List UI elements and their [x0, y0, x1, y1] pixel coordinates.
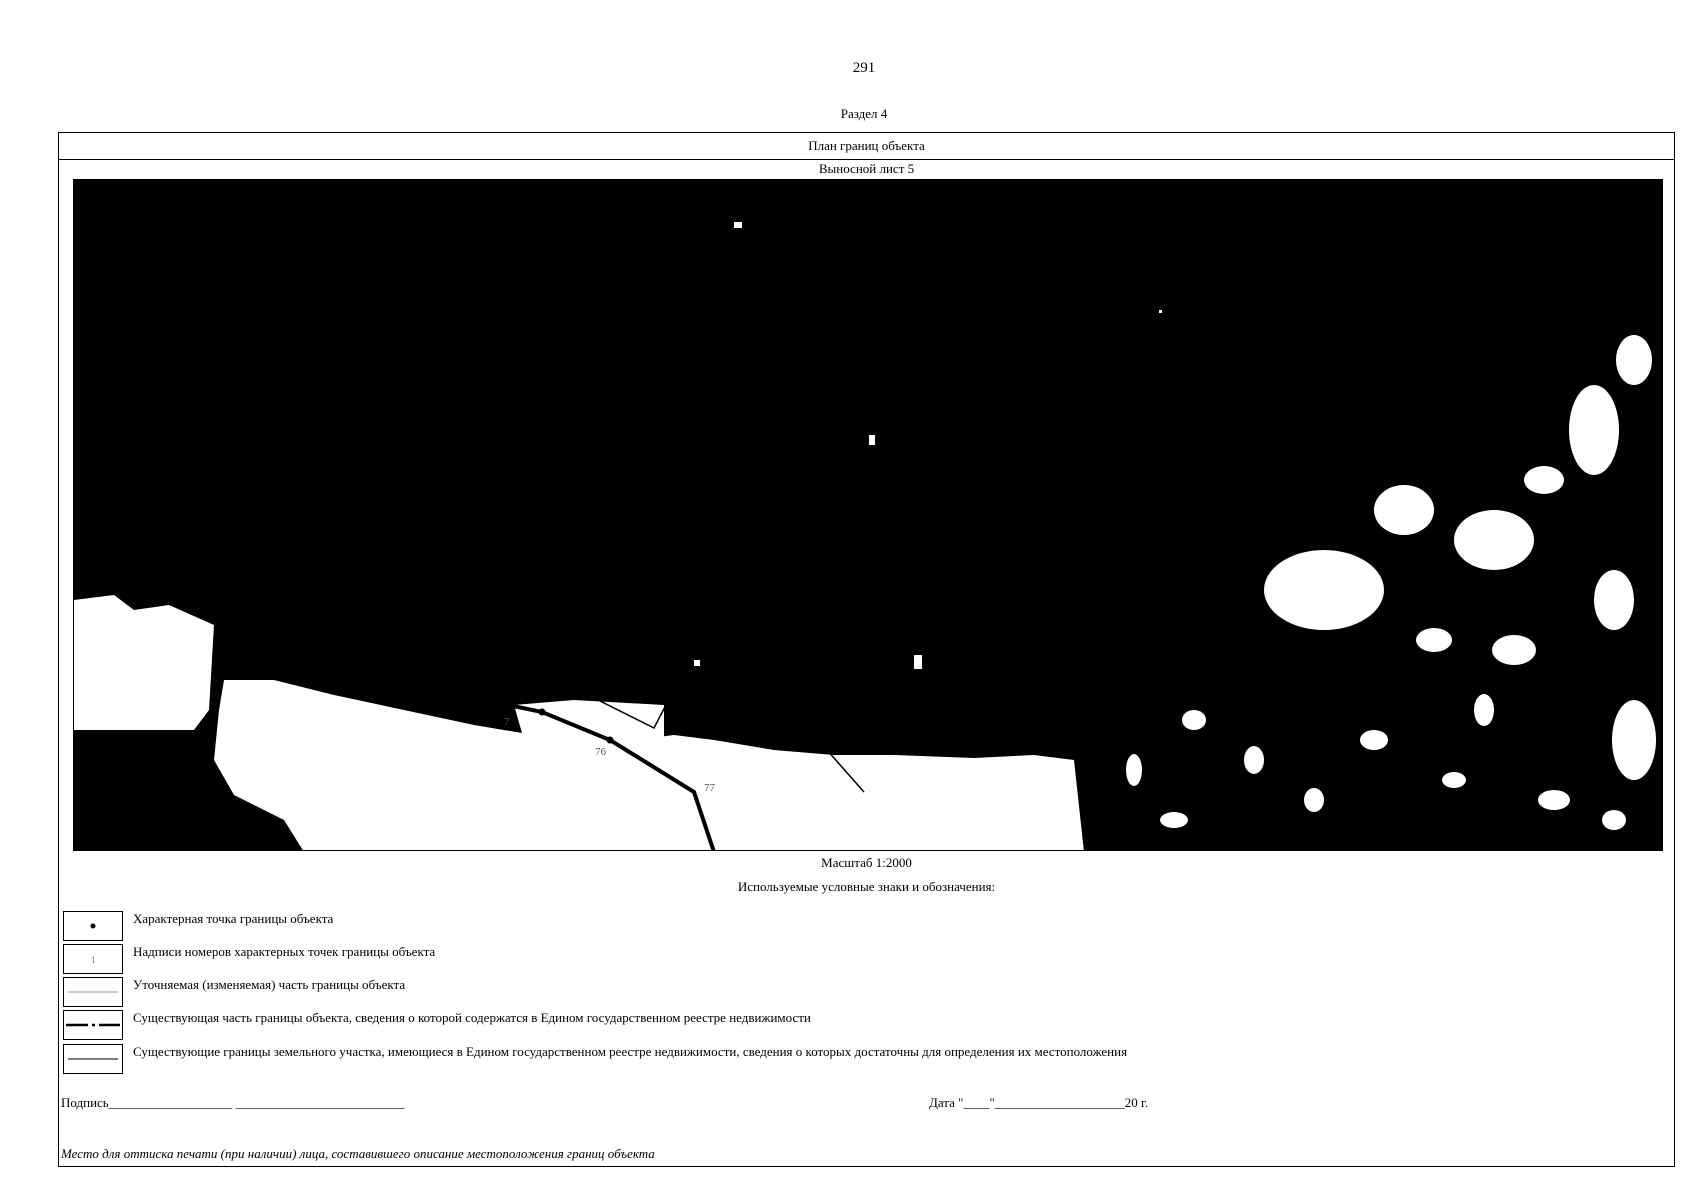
signature-label: Подпись — [61, 1095, 109, 1110]
section-title: Раздел 4 — [840, 106, 888, 121]
solid-line-icon — [63, 1044, 123, 1074]
aerial-map — [73, 179, 1663, 851]
date-line: Дата "____"____________________20 г. — [929, 1095, 1149, 1110]
dash-dot-line-icon — [63, 1010, 123, 1040]
point-label-77: 77 — [704, 782, 715, 794]
signature-line — [61, 1095, 405, 1111]
signature-blank: ___________________ __________________________ — [108, 1095, 405, 1110]
label-icon — [63, 944, 123, 974]
seal-note: Место для оттиска печати (при наличии) лица, составившего описание местоположения границ объекта — [61, 1146, 655, 1161]
map-scale: Масштаб 1:2000 — [821, 855, 912, 870]
legend-title: Используемые условные знаки и обозначения: — [737, 879, 996, 894]
svg-text:1: 1 — [91, 955, 96, 965]
point-label-76: 76 — [595, 746, 606, 758]
plan-title: План границ объекта — [59, 133, 1674, 160]
point-icon — [63, 911, 123, 941]
page-number: 291 — [852, 60, 876, 76]
plan-frame: План границ объекта Выносной лист 5 7 76 77 Масштаб 1:2000 Используемые условные знаки и обозначения: Характерная точка границы объекта 1 Надписи номеров характерных точек границы объекта Уточняемая (изменяемая) часть границы объекта Существующая часть границы объекта, сведения о которой содержатся в Едином государственном реестре недвижимости Существующие границы земельного участка, имеющиеся в Едином государственном реестре недвижимости, сведения о которых достаточны для определения их местоположения Подпись___________________ __________________________ Дата "____"____________________20 г. Место для оттиска печати (при наличии) лица, составившего описание местоположения границ объекта — [58, 132, 1675, 1167]
plan-subtitle: Выносной лист 5 — [818, 161, 915, 176]
point-label-7: 7 — [504, 716, 510, 728]
thin-line-icon — [63, 977, 123, 1007]
